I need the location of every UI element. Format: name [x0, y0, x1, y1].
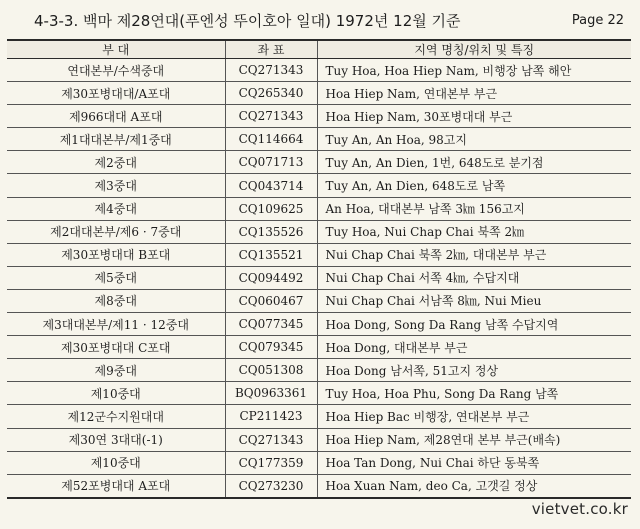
- unit-cell: 제52포병대대 A포대: [7, 474, 225, 498]
- table-row: [7, 59, 631, 82]
- table-row: [7, 197, 631, 220]
- unit-cell: 제2대대본부/제6 · 7중대: [7, 220, 225, 243]
- table-row: [7, 220, 631, 243]
- unit-cell: 제966대대 A포대: [7, 105, 225, 128]
- table-row: [7, 313, 631, 336]
- coordinate-cell: BQ0963361: [225, 382, 317, 405]
- table-row: [7, 451, 631, 474]
- location-cell: Tuy Hoa, Hoa Hiep Nam, 비행장 남쪽 해안: [317, 59, 631, 82]
- table-row: [7, 243, 631, 266]
- table-row: [7, 174, 631, 197]
- coordinate-cell: CQ060467: [225, 289, 317, 312]
- unit-cell: 제10중대: [7, 451, 225, 474]
- unit-cell: 제30포병대대 B포대: [7, 243, 225, 266]
- coordinate-cell: CQ271343: [225, 105, 317, 128]
- header-coordinate: 좌 표: [225, 40, 317, 59]
- coordinate-cell: CQ109625: [225, 197, 317, 220]
- unit-cell: 제2중대: [7, 151, 225, 174]
- location-cell: An Hoa, 대대본부 남쪽 3㎞ 156고지: [317, 197, 631, 220]
- coordinate-cell: CQ051308: [225, 359, 317, 382]
- coordinate-cell: CQ177359: [225, 451, 317, 474]
- table-row: [7, 82, 631, 105]
- location-cell: Nui Chap Chai 북쪽 2㎞, 대대본부 부근: [317, 243, 631, 266]
- location-cell: Hoa Dong, Song Da Rang 남쪽 수답지역: [317, 313, 631, 336]
- coordinate-cell: CQ271343: [225, 59, 317, 82]
- table-row: [7, 405, 631, 428]
- coordinate-cell: CQ135521: [225, 243, 317, 266]
- unit-cell: 제30포병대대/A포대: [7, 82, 225, 105]
- unit-cell: 제8중대: [7, 289, 225, 312]
- coordinate-cell: CQ265340: [225, 82, 317, 105]
- document-heading: [34, 8, 624, 34]
- location-cell: Hoa Xuan Nam, deo Ca, 고갯길 정상: [317, 474, 631, 498]
- page-number: Page 22: [571, 13, 624, 28]
- header-location: 지역 명칭/위치 및 특징: [317, 40, 631, 59]
- coordinate-cell: CQ094492: [225, 266, 317, 289]
- location-cell: Hoa Hiep Nam, 제28연대 본부 부근(배속): [317, 428, 631, 451]
- unit-cell: 제10중대: [7, 382, 225, 405]
- header-unit: 부 대: [7, 40, 225, 59]
- table-row: [7, 105, 631, 128]
- table-row: [7, 289, 631, 312]
- unit-cell: 연대본부/수색중대: [7, 59, 225, 82]
- coordinate-cell: CQ135526: [225, 220, 317, 243]
- coordinate-cell: CQ071713: [225, 151, 317, 174]
- location-cell: Hoa Hiep Nam, 30포병대대 부근: [317, 105, 631, 128]
- unit-cell: 제4중대: [7, 197, 225, 220]
- unit-location-table: [7, 39, 631, 499]
- table-row: [7, 382, 631, 405]
- location-cell: Tuy An, An Dien, 648도로 남쪽: [317, 174, 631, 197]
- unit-cell: 제30포병대대 C포대: [7, 336, 225, 359]
- unit-cell: 제30연 3대대(-1): [7, 428, 225, 451]
- unit-cell: 제12군수지원대대: [7, 405, 225, 428]
- coordinate-cell: CQ271343: [225, 428, 317, 451]
- table-row: [7, 266, 631, 289]
- location-cell: Hoa Hiep Nam, 연대본부 부근: [317, 82, 631, 105]
- table-row: [7, 336, 631, 359]
- coordinate-cell: CQ079345: [225, 336, 317, 359]
- coordinate-cell: CQ273230: [225, 474, 317, 498]
- table-row: [7, 474, 631, 498]
- location-cell: Hoa Dong 남서쪽, 51고지 정상: [317, 359, 631, 382]
- unit-cell: 제1대대본부/제1중대: [7, 128, 225, 151]
- location-cell: Hoa Tan Dong, Nui Chai 하단 동북쪽: [317, 451, 631, 474]
- table-row: [7, 151, 631, 174]
- coordinate-cell: CQ114664: [225, 128, 317, 151]
- location-cell: Tuy An, An Hoa, 98고지: [317, 128, 631, 151]
- page-title: 4-3-3. 백마 제28연대(푸엔성 뚜이호아 일대) 1972년 12월 기준: [34, 12, 461, 30]
- location-cell: Tuy An, An Dien, 1번, 648도로 분기점: [317, 151, 631, 174]
- unit-cell: 제3중대: [7, 174, 225, 197]
- table-row: [7, 428, 631, 451]
- unit-cell: 제3대대본부/제11 · 12중대: [7, 313, 225, 336]
- table-header-row: [7, 40, 631, 59]
- location-cell: Hoa Hiep Bac 비행장, 연대본부 부근: [317, 405, 631, 428]
- unit-cell: 제5중대: [7, 266, 225, 289]
- table-row: [7, 128, 631, 151]
- table-row: [7, 359, 631, 382]
- location-cell: Tuy Hoa, Nui Chap Chai 북쪽 2㎞: [317, 220, 631, 243]
- location-cell: Hoa Dong, 대대본부 부근: [317, 336, 631, 359]
- coordinate-cell: CQ077345: [225, 313, 317, 336]
- unit-cell: 제9중대: [7, 359, 225, 382]
- site-watermark: vietvet.co.kr: [531, 500, 628, 518]
- location-cell: Nui Chap Chai 서쪽 4㎞, 수답지대: [317, 266, 631, 289]
- location-cell: Nui Chap Chai 서남쪽 8㎞, Nui Mieu: [317, 289, 631, 312]
- coordinate-cell: CQ043714: [225, 174, 317, 197]
- location-cell: Tuy Hoa, Hoa Phu, Song Da Rang 남쪽: [317, 382, 631, 405]
- coordinate-cell: CP211423: [225, 405, 317, 428]
